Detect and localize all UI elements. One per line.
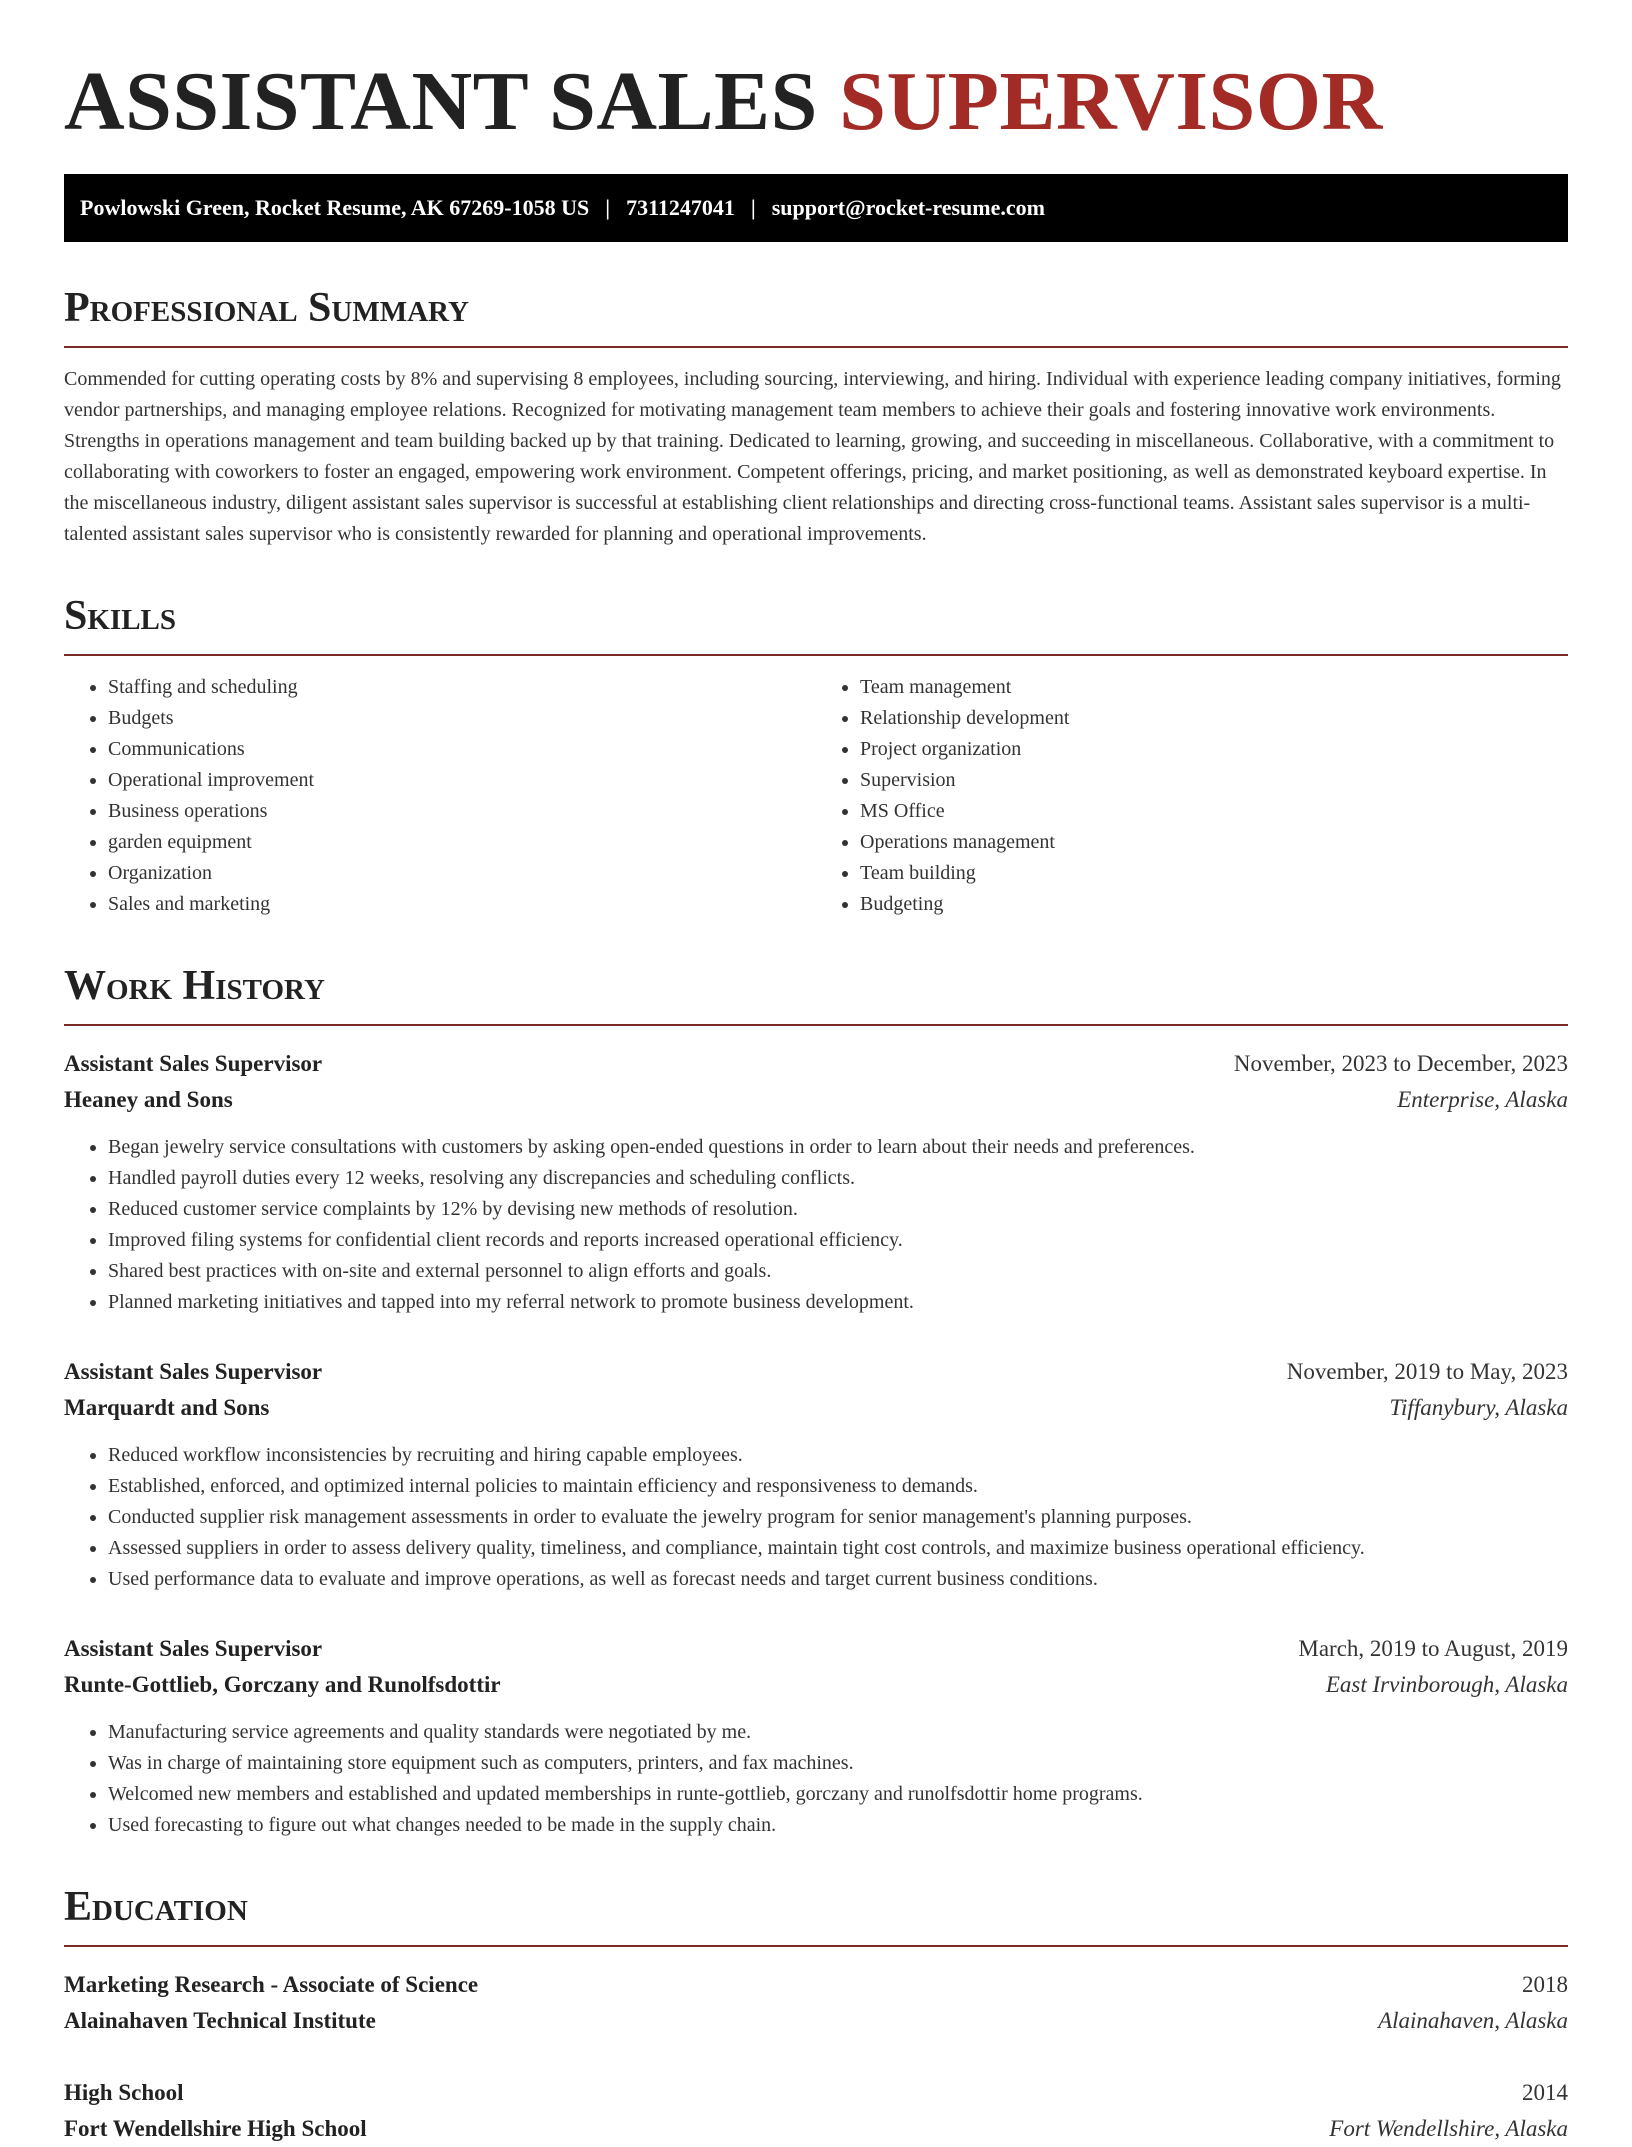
job-company-row: [64, 1082, 1568, 1118]
resume-name-heading: [64, 56, 1568, 148]
job-bullet: • Handled payroll duties every 12 weeks, resolving any discrepancies and scheduling conflicts.: [108, 1163, 1568, 1194]
education-section: [64, 1883, 1568, 2147]
job-location: East Irvinborough, Alaska: [1325, 1672, 1568, 1697]
job-company-row: [64, 1667, 1568, 1703]
job-bullet: • Improved filing systems for confidential client records and reports increased operational efficiency.: [108, 1225, 1568, 1256]
skill-item: • Relationship development: [860, 703, 1568, 734]
job-bullet: • Manufacturing service agreements and quality standards were negotiated by me.: [108, 1717, 1568, 1748]
job-bullet: • Used forecasting to figure out what changes needed to be made in the supply chain.: [108, 1810, 1568, 1841]
job-dates: November, 2023 to December, 2023: [1233, 1051, 1568, 1076]
education-entry: [64, 1967, 1568, 2039]
skill-item: • Team management: [860, 672, 1568, 703]
skills-list-left: [64, 672, 816, 920]
education-title: Education: [64, 1883, 1568, 1947]
skill-item: • Communications: [108, 734, 816, 765]
skills-columns: [64, 672, 1568, 920]
job-company: Runte-Gottlieb, Gorczany and Runolfsdottir: [64, 1672, 501, 1697]
education-year: 2014: [1522, 2080, 1568, 2105]
job-bullet: • Welcomed new members and established and updated memberships in runte-gottlieb, gorczany and runolfsdottir home programs.: [108, 1779, 1568, 1810]
job-bullet: • Used performance data to evaluate and improve operations, as well as forecast needs and target current business conditions.: [108, 1564, 1568, 1595]
summary-title: Professional Summary: [64, 284, 1568, 348]
job-company: Heaney and Sons: [64, 1087, 233, 1112]
education-year: 2018: [1522, 1972, 1568, 1997]
job-bullet: • Planned marketing initiatives and tapped into my referral network to promote business development.: [108, 1287, 1568, 1318]
job-bullet: • Reduced customer service complaints by 12% by devising new methods of resolution.: [108, 1194, 1568, 1225]
skills-title: Skills: [64, 592, 1568, 656]
work-history-section: [64, 962, 1568, 1841]
job-location: Tiffanybury, Alaska: [1389, 1395, 1568, 1420]
education-degree: Marketing Research - Associate of Science: [64, 1972, 479, 1997]
skills-list-right: [816, 672, 1568, 920]
skill-item: • Team building: [860, 858, 1568, 889]
education-location: Fort Wendellshire, Alaska: [1329, 2116, 1568, 2141]
summary-section: [64, 284, 1568, 550]
name-first: ASSISTANT SALES: [64, 55, 818, 148]
contact-bar: [64, 174, 1568, 242]
skill-item: • Staffing and scheduling: [108, 672, 816, 703]
job-company-row: [64, 1390, 1568, 1426]
education-degree-row: [64, 2075, 1568, 2111]
job-position: Assistant Sales Supervisor: [64, 1359, 323, 1384]
contact-address: Powlowski Green, Rocket Resume, AK 67269-1058 US: [80, 195, 590, 220]
job-company: Marquardt and Sons: [64, 1395, 270, 1420]
job-header-row: [64, 1046, 1568, 1082]
job-position: Assistant Sales Supervisor: [64, 1051, 323, 1076]
skill-item: • Budgeting: [860, 889, 1568, 920]
skill-item: • Business operations: [108, 796, 816, 827]
education-school: Alainahaven Technical Institute: [64, 2008, 376, 2033]
education-entry: [64, 2075, 1568, 2147]
job-entry: [64, 1354, 1568, 1595]
job-header-row: [64, 1354, 1568, 1390]
job-bullet: • Was in charge of maintaining store equipment such as computers, printers, and fax machines.: [108, 1748, 1568, 1779]
contact-phone: 7311247041: [626, 195, 735, 220]
skill-item: • garden equipment: [108, 827, 816, 858]
job-bullets: [64, 1440, 1568, 1595]
name-last: SUPERVISOR: [839, 55, 1383, 148]
work-history-title: Work History: [64, 962, 1568, 1026]
education-school: Fort Wendellshire High School: [64, 2116, 367, 2141]
summary-text: Commended for cutting operating costs by 8% and supervising 8 employees, including sourcing, interviewing, and hiring. Individual with experience leading company initiatives, forming vendor partnerships, and managing employee relations. Recognized for motivating management team members to achieve their goals and fostering innovative work environments. Strengths in operations management and team building backed up by that training. Dedicated to learning, growing, and succeeding in miscellaneous. Collaborative, with a commitment to collaborating with coworkers to foster an engaged, empowering work environment. Competent offerings, pricing, and market positioning, as well as demonstrated keyboard expertise. In the miscellaneous industry, diligent assistant sales supervisor is successful at establishing client relationships and directing cross-functional teams. Assistant sales supervisor is a multi-talented assistant sales supervisor who is consistently rewarded for planning and operational improvements.: [64, 368, 1561, 545]
job-header-row: [64, 1631, 1568, 1667]
skill-item: • Supervision: [860, 765, 1568, 796]
job-bullet: • Assessed suppliers in order to assess delivery quality, timeliness, and compliance, maintain tight cost controls, and maximize business operational efficiency.: [108, 1533, 1568, 1564]
job-bullets: [64, 1132, 1568, 1318]
contact-separator: |: [750, 195, 756, 220]
education-degree: High School: [64, 2080, 184, 2105]
job-position: Assistant Sales Supervisor: [64, 1636, 323, 1661]
skill-item: • Operations management: [860, 827, 1568, 858]
job-dates: March, 2019 to August, 2019: [1298, 1636, 1568, 1661]
job-bullet: • Began jewelry service consultations with customers by asking open-ended questions in order to learn about their needs and preferences.: [108, 1132, 1568, 1163]
skill-item: • MS Office: [860, 796, 1568, 827]
skill-item: • Budgets: [108, 703, 816, 734]
job-entry: [64, 1046, 1568, 1318]
job-entry: [64, 1631, 1568, 1841]
education-degree-row: [64, 1967, 1568, 2003]
education-school-row: [64, 2111, 1568, 2147]
skill-item: • Project organization: [860, 734, 1568, 765]
job-bullet: • Shared best practices with on-site and external personnel to align efforts and goals.: [108, 1256, 1568, 1287]
job-bullet: • Reduced workflow inconsistencies by recruiting and hiring capable employees.: [108, 1440, 1568, 1471]
skill-item: • Organization: [108, 858, 816, 889]
education-school-row: [64, 2003, 1568, 2039]
contact-separator: |: [605, 195, 611, 220]
skills-section: [64, 592, 1568, 920]
job-location: Enterprise, Alaska: [1397, 1087, 1568, 1112]
skill-item: • Operational improvement: [108, 765, 816, 796]
job-bullets: [64, 1717, 1568, 1841]
education-location: Alainahaven, Alaska: [1378, 2008, 1568, 2033]
job-bullet: • Established, enforced, and optimized internal policies to maintain efficiency and responsiveness to demands.: [108, 1471, 1568, 1502]
contact-email: support@rocket-resume.com: [771, 195, 1045, 220]
job-dates: November, 2019 to May, 2023: [1286, 1359, 1568, 1384]
skill-item: • Sales and marketing: [108, 889, 816, 920]
job-bullet: • Conducted supplier risk management assessments in order to evaluate the jewelry program for senior management's planning purposes.: [108, 1502, 1568, 1533]
